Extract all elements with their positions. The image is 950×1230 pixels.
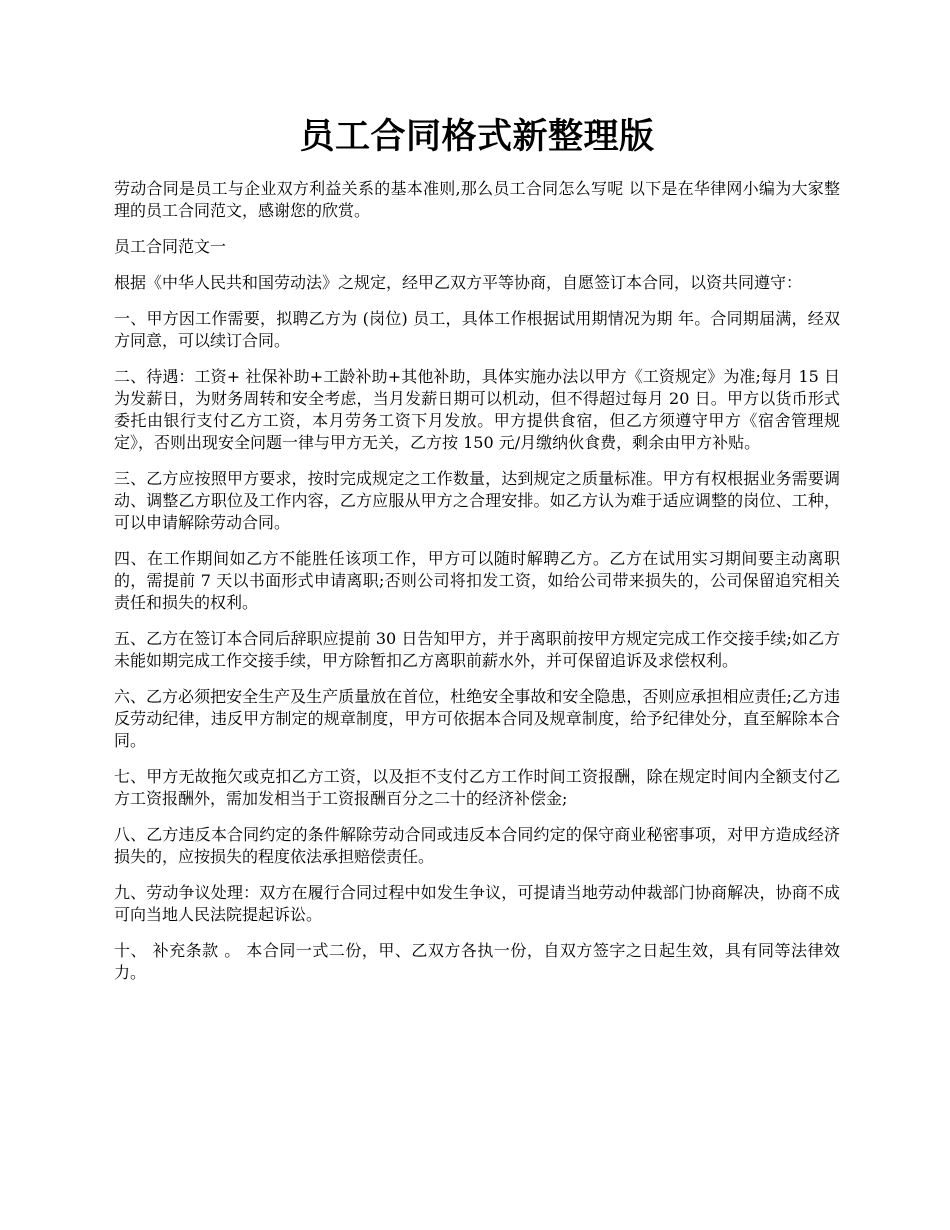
clause-3: 三、乙方应按照甲方要求，按时完成规定之工作数量，达到规定之质量标准。甲方有权根据业务需要调动、调整乙方职位及工作内容，乙方应服从甲方之合理安排。如乙方认为难于适应调整的岗位、工种，可以申请解除劳动合同。 <box>114 469 840 532</box>
document-page <box>114 112 840 998</box>
section-heading: 员工合同范文一 <box>114 237 227 256</box>
clause-4: 四、在工作期间如乙方不能胜任该项工作，甲方可以随时解聘乙方。乙方在试用实习期间要主动离职的，需提前 7 天以书面形式申请离职;否则公司将扣发工资，如给公司带来损失的，公司保留追究相关责任和损失的权利。 <box>114 549 840 612</box>
preamble-paragraph: 根据《中华人民共和国劳动法》之规定，经甲乙双方平等协商，自愿签订本合同，以资共同遵守： <box>114 273 803 292</box>
document-title: 员工合同格式新整理版 <box>299 117 655 157</box>
clause-2: 二、待遇：工资+ 社保补助+工龄补助+其他补助，具体实施办法以甲方《工资规定》为准;每月 15 日为发薪日，为财务周转和安全考虑，当月发薪日期可以机动，但不得超过每月 20 日。甲方以货币形式委托由银行支付乙方工资，本月劳务工资下月发放。甲方提供食宿，但乙方须遵守甲方《宿舍管理规定》，否则出现安全问题一律与甲方无关，乙方按 150 元/月缴纳伙食费，剩余由甲方补贴。 <box>114 367 840 452</box>
clause-6: 六、乙方必须把安全生产及生产质量放在首位，杜绝安全事故和安全隐患，否则应承担相应责任;乙方违反劳动纪律，违反甲方制定的规章制度，甲方可依据本合同及规章制度，给予纪律处分，直至解除本合同。 <box>114 687 840 750</box>
clause-10: 十、 补充条款 。 本合同一式二份，甲、乙双方各执一份，自双方签字之日起生效，具有同等法律效力。 <box>114 941 840 982</box>
clause-1: 一、甲方因工作需要，拟聘乙方为 (岗位) 员工，具体工作根据试用期情况为期 年。合同期届满，经双方同意，可以续订合同。 <box>114 309 840 350</box>
intro-paragraph: 劳动合同是员工与企业双方利益关系的基本准则,那么员工合同怎么写呢 以下是在华律网小编为大家整理的员工合同范文，感谢您的欣赏。 <box>114 179 840 220</box>
clause-5: 五、乙方在签订本合同后辞职应提前 30 日告知甲方，并于离职前按甲方规定完成工作交接手续;如乙方未能如期完成工作交接手续，甲方除暂扣乙方离职前薪水外，并可保留追诉及求偿权利。 <box>114 629 840 670</box>
clause-8: 八、乙方违反本合同约定的条件解除劳动合同或违反本合同约定的保守商业秘密事项，对甲方造成经济损失的，应按损失的程度依法承担赔偿责任。 <box>114 825 840 866</box>
clause-9: 九、劳动争议处理：双方在履行合同过程中如发生争议，可提请当地劳动仲裁部门协商解决，协商不成可向当地人民法院提起诉讼。 <box>114 883 840 924</box>
clause-7: 七、甲方无故拖欠或克扣乙方工资，以及拒不支付乙方工作时间工资报酬，除在规定时间内全额支付乙方工资报酬外，需加发相当于工资报酬百分之二十的经济补偿金; <box>114 767 840 808</box>
